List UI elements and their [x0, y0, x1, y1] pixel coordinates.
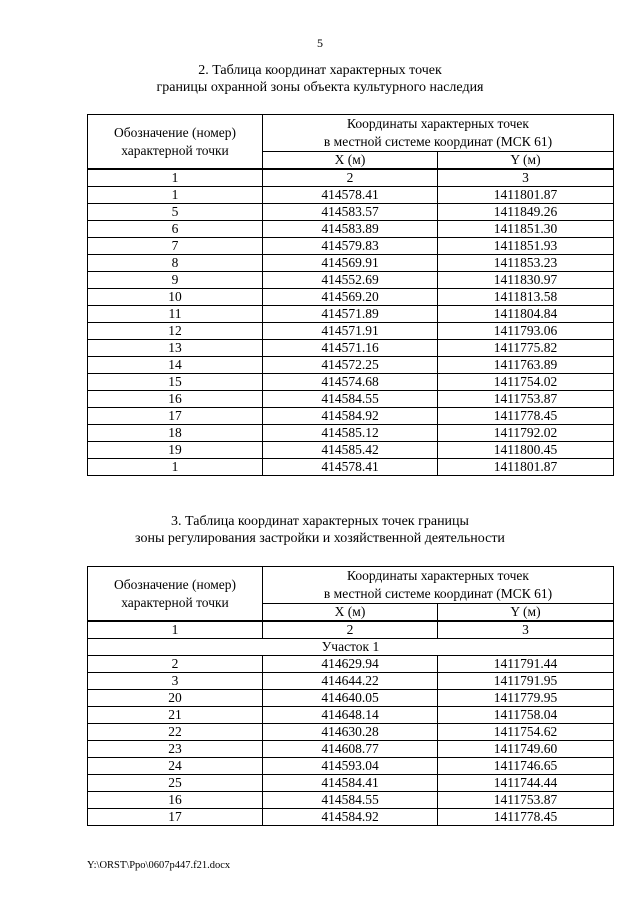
y-coordinate-cell: 1411763.89 [438, 357, 614, 374]
y-coordinate-cell: 1411793.06 [438, 323, 614, 340]
point-number-cell: 21 [88, 707, 263, 724]
point-number-cell: 2 [88, 656, 263, 673]
point-number-cell: 20 [88, 690, 263, 707]
table-row [88, 187, 614, 204]
x-coordinate-cell: 414608.77 [263, 741, 438, 758]
column-number-3: 3 [438, 169, 614, 187]
point-number-cell: 16 [88, 792, 263, 809]
table-row [88, 656, 614, 673]
y-coordinate-cell: 1411801.87 [438, 187, 614, 204]
x-coordinate-cell: 414571.16 [263, 340, 438, 357]
designation-header-line2: характерной точки [121, 142, 229, 158]
point-number-cell: 15 [88, 374, 263, 391]
x-header: X (м) [263, 604, 438, 622]
table-row [88, 425, 614, 442]
table3-title-line1: 3. Таблица координат характерных точек границы [171, 514, 469, 529]
y-coordinate-cell: 1411778.45 [438, 408, 614, 425]
table-row [88, 374, 614, 391]
point-number-cell: 6 [88, 221, 263, 238]
x-coordinate-cell: 414578.41 [263, 187, 438, 204]
table-row [88, 255, 614, 272]
y-header: Y (м) [438, 604, 614, 622]
table3-body [88, 656, 614, 826]
y-coordinate-cell: 1411758.04 [438, 707, 614, 724]
x-coordinate-cell: 414569.91 [263, 255, 438, 272]
table-row [88, 741, 614, 758]
table-row [88, 340, 614, 357]
point-number-cell: 11 [88, 306, 263, 323]
table2-title [0, 62, 640, 96]
x-coordinate-cell: 414640.05 [263, 690, 438, 707]
table-row [88, 204, 614, 221]
table-row [88, 758, 614, 775]
table2-body [88, 187, 614, 476]
table-row [88, 306, 614, 323]
point-number-cell: 17 [88, 809, 263, 826]
designation-header [88, 567, 263, 622]
column-number-1: 1 [88, 621, 263, 639]
point-number-cell: 18 [88, 425, 263, 442]
x-coordinate-cell: 414571.89 [263, 306, 438, 323]
x-coordinate-cell: 414583.89 [263, 221, 438, 238]
y-coordinate-cell: 1411753.87 [438, 792, 614, 809]
table-row [88, 707, 614, 724]
point-number-cell: 13 [88, 340, 263, 357]
column-number-3: 3 [438, 621, 614, 639]
point-number-cell: 25 [88, 775, 263, 792]
table2-title-line2: границы охранной зоны объекта культурного наследия [156, 80, 484, 95]
x-coordinate-cell: 414593.04 [263, 758, 438, 775]
y-coordinate-cell: 1411749.60 [438, 741, 614, 758]
table-row [88, 408, 614, 425]
y-coordinate-cell: 1411791.44 [438, 656, 614, 673]
table-row [88, 673, 614, 690]
table-row [88, 357, 614, 374]
point-number-cell: 23 [88, 741, 263, 758]
y-coordinate-cell: 1411778.45 [438, 809, 614, 826]
coordinates-table-2 [87, 114, 614, 476]
page-number: 5 [317, 36, 323, 50]
coordinates-header-line1: Координаты характерных точек [347, 568, 529, 583]
table-row [88, 391, 614, 408]
table-row [88, 775, 614, 792]
coordinates-header [263, 115, 614, 152]
y-coordinate-cell: 1411830.97 [438, 272, 614, 289]
table-row [88, 238, 614, 255]
y-coordinate-cell: 1411849.26 [438, 204, 614, 221]
y-coordinate-cell: 1411746.65 [438, 758, 614, 775]
point-number-cell: 14 [88, 357, 263, 374]
x-coordinate-cell: 414584.55 [263, 391, 438, 408]
x-coordinate-cell: 414569.20 [263, 289, 438, 306]
point-number-cell: 7 [88, 238, 263, 255]
x-coordinate-cell: 414584.41 [263, 775, 438, 792]
point-number-cell: 10 [88, 289, 263, 306]
table-row [88, 724, 614, 741]
coordinates-header-line2: в местной системе координат (МСК 61) [323, 134, 553, 149]
table-row [88, 323, 614, 340]
point-number-cell: 24 [88, 758, 263, 775]
y-coordinate-cell: 1411779.95 [438, 690, 614, 707]
x-coordinate-cell: 414571.91 [263, 323, 438, 340]
y-coordinate-cell: 1411851.30 [438, 221, 614, 238]
y-coordinate-cell: 1411804.84 [438, 306, 614, 323]
x-coordinate-cell: 414648.14 [263, 707, 438, 724]
table-row [88, 809, 614, 826]
coordinates-table-3 [87, 566, 614, 826]
point-number-cell: 9 [88, 272, 263, 289]
point-number-cell: 12 [88, 323, 263, 340]
column-number-1: 1 [88, 169, 263, 187]
y-coordinate-cell: 1411813.58 [438, 289, 614, 306]
point-number-cell: 8 [88, 255, 263, 272]
y-coordinate-cell: 1411853.23 [438, 255, 614, 272]
x-coordinate-cell: 414552.69 [263, 272, 438, 289]
coordinates-header [263, 567, 614, 604]
table3-title [0, 513, 640, 547]
x-coordinate-cell: 414629.94 [263, 656, 438, 673]
table-row [88, 459, 614, 476]
y-coordinate-cell: 1411791.95 [438, 673, 614, 690]
column-number-2: 2 [263, 621, 438, 639]
table-row [88, 289, 614, 306]
y-coordinate-cell: 1411851.93 [438, 238, 614, 255]
x-coordinate-cell: 414644.22 [263, 673, 438, 690]
x-coordinate-cell: 414574.68 [263, 374, 438, 391]
point-number-cell: 17 [88, 408, 263, 425]
point-number-cell: 3 [88, 673, 263, 690]
y-coordinate-cell: 1411754.62 [438, 724, 614, 741]
y-coordinate-cell: 1411744.44 [438, 775, 614, 792]
table-row [88, 221, 614, 238]
table-row [88, 792, 614, 809]
x-header: X (м) [263, 152, 438, 170]
y-coordinate-cell: 1411800.45 [438, 442, 614, 459]
x-coordinate-cell: 414583.57 [263, 204, 438, 221]
point-number-cell: 1 [88, 459, 263, 476]
designation-header-line1: Обозначение (номер) [114, 124, 236, 140]
x-coordinate-cell: 414579.83 [263, 238, 438, 255]
x-coordinate-cell: 414585.42 [263, 442, 438, 459]
y-coordinate-cell: 1411754.02 [438, 374, 614, 391]
x-coordinate-cell: 414584.92 [263, 408, 438, 425]
point-number-cell: 19 [88, 442, 263, 459]
designation-header [88, 115, 263, 170]
coordinates-header-line2: в местной системе координат (МСК 61) [323, 586, 553, 601]
point-number-cell: 16 [88, 391, 263, 408]
y-coordinate-cell: 1411753.87 [438, 391, 614, 408]
point-number-cell: 22 [88, 724, 263, 741]
table-row [88, 690, 614, 707]
x-coordinate-cell: 414578.41 [263, 459, 438, 476]
y-coordinate-cell: 1411775.82 [438, 340, 614, 357]
file-path-footer: Y:\ORST\Ppo\0607p447.f21.docx [87, 860, 231, 871]
x-coordinate-cell: 414585.12 [263, 425, 438, 442]
table3-title-line2: зоны регулирования застройки и хозяйственной деятельности [135, 531, 505, 546]
point-number-cell: 1 [88, 187, 263, 204]
table-row [88, 272, 614, 289]
x-coordinate-cell: 414630.28 [263, 724, 438, 741]
x-coordinate-cell: 414584.92 [263, 809, 438, 826]
column-number-2: 2 [263, 169, 438, 187]
table2-title-line1: 2. Таблица координат характерных точек [198, 63, 442, 78]
y-coordinate-cell: 1411792.02 [438, 425, 614, 442]
point-number-cell: 5 [88, 204, 263, 221]
y-coordinate-cell: 1411801.87 [438, 459, 614, 476]
x-coordinate-cell: 414572.25 [263, 357, 438, 374]
section-label: Участок 1 [88, 639, 614, 656]
x-coordinate-cell: 414584.55 [263, 792, 438, 809]
coordinates-header-line1: Координаты характерных точек [347, 116, 529, 131]
y-header: Y (м) [438, 152, 614, 170]
designation-header-line2: характерной точки [121, 594, 229, 610]
table-row [88, 442, 614, 459]
designation-header-line1: Обозначение (номер) [114, 576, 236, 592]
